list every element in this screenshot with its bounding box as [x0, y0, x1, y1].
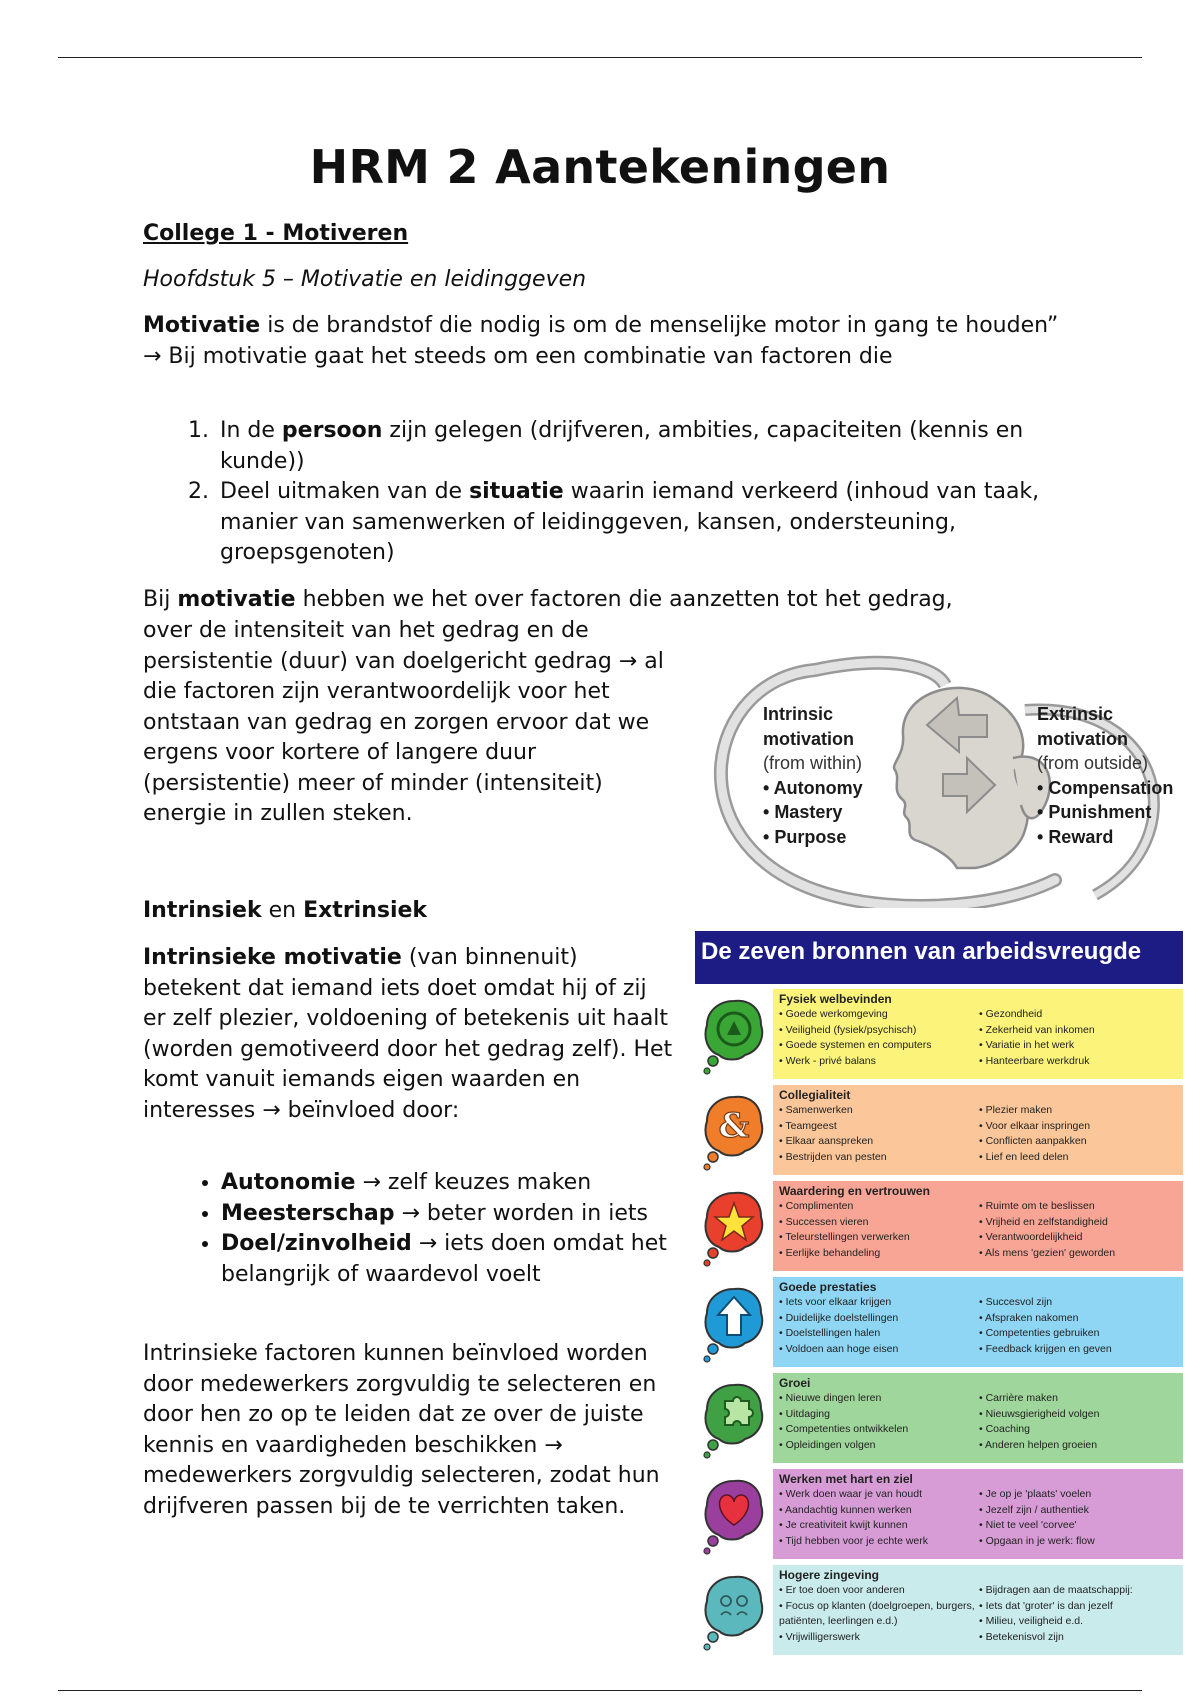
- source-item: • Veiligheid (fysiek/psychisch): [779, 1023, 979, 1039]
- source-items-left: [779, 1103, 979, 1165]
- source-item: • Voor elkaar inspringen: [979, 1119, 1179, 1135]
- source-row: [773, 1565, 1183, 1655]
- intrinsic-label: Intrinsic motivation (from within) • Autonomy • Mastery • Purpose: [763, 704, 863, 847]
- source-item: • Doelstellingen halen: [779, 1326, 979, 1342]
- paragraph-motivation-factors: over de intensiteit van het gedrag en de persistentie (duur) van doelgericht gedrag → al die factoren zijn verantwoordelijk voor het ontstaan van gedrag en zorgen ervoor dat we ergens voor kortere of langere duur (persistentie) meer of minder (intensiteit) energie in zullen steken.: [143, 618, 664, 826]
- source-item: • Vrijheid en zelfstandigheid: [979, 1215, 1179, 1231]
- source-item: • Carrière maken: [979, 1391, 1179, 1407]
- puzzle-icon: [695, 1373, 773, 1463]
- bottom-rule: [58, 1690, 1142, 1691]
- source-row: [773, 1277, 1183, 1367]
- source-item: • Verantwoordelijkheid: [979, 1230, 1179, 1246]
- college-heading: College 1 - Motiveren: [143, 221, 409, 246]
- section-heading-intrinsiek-extrinsiek: Intrinsiek en Extrinsiek: [143, 898, 428, 923]
- source-items-right: [979, 1391, 1179, 1453]
- source-item: • Je creativiteit kwijt kunnen: [779, 1518, 979, 1534]
- source-item: • Conflicten aanpakken: [979, 1134, 1179, 1150]
- source-row: [773, 1181, 1183, 1271]
- source-item: • Teleurstellingen verwerken: [779, 1230, 979, 1246]
- people-icon: [695, 1565, 773, 1655]
- source-item: • Anderen helpen groeien: [979, 1438, 1179, 1454]
- paragraph-motivation-factors-line1: Bij motivatie hebben we het over factoren die aanzetten tot het gedrag,: [143, 587, 953, 612]
- source-item: • Betekenisvol zijn: [979, 1630, 1179, 1646]
- paragraph-motivation-definition: Motivatie is de brandstof die nodig is om de menselijke motor in gang te houden” → Bij motivatie gaat het steeds om een combinatie van factoren die: [143, 313, 1059, 369]
- source-name: Waardering en vertrouwen: [779, 1184, 930, 1198]
- source-row: [773, 1469, 1183, 1559]
- source-item: • Competenties gebruiken: [979, 1326, 1179, 1342]
- source-items-left: [779, 1583, 979, 1645]
- source-item: • Elkaar aanspreken: [779, 1134, 979, 1150]
- source-item: • Nieuwsgierigheid volgen: [979, 1407, 1179, 1423]
- source-items-right: [979, 1103, 1179, 1165]
- source-item: • Jezelf zijn / authentiek: [979, 1503, 1179, 1519]
- source-item: • Afspraken nakomen: [979, 1311, 1179, 1327]
- source-item: • Er toe doen voor anderen: [779, 1583, 979, 1599]
- source-item: • Complimenten: [779, 1199, 979, 1215]
- list-item: • Doel/zinvolheid → iets doen omdat het belangrijk of waardevol voelt: [221, 1229, 761, 1290]
- source-items-right: [979, 1295, 1179, 1357]
- source-item: • Goede werkomgeving: [779, 1007, 979, 1023]
- page-title: HRM 2 Aantekeningen: [309, 140, 891, 194]
- list-item: • Autonomie → zelf keuzes maken: [221, 1168, 761, 1199]
- sources-of-work-joy-figure: [695, 931, 1183, 1656]
- source-items-right: [979, 1199, 1179, 1261]
- source-item: • Focus op klanten (doelgroepen, burgers, patiënten, leerlingen e.d.): [779, 1599, 979, 1630]
- source-row: [773, 1085, 1183, 1175]
- source-item: • Vrijwilligerswerk: [779, 1630, 979, 1646]
- chapter-subtitle: Hoofdstuk 5 – Motivatie en leidinggeven: [143, 267, 587, 292]
- source-item: • Opgaan in je werk: flow: [979, 1534, 1179, 1550]
- source-item: • Plezier maken: [979, 1103, 1179, 1119]
- sources-figure-title: De zeven bronnen van arbeidsvreugde: [695, 931, 1183, 984]
- source-item: • Voldoen aan hoge eisen: [779, 1342, 979, 1358]
- source-item: • Werk - privé balans: [779, 1054, 979, 1070]
- source-item: • Variatie in het werk: [979, 1038, 1179, 1054]
- source-row: [773, 1373, 1183, 1463]
- motivation-figure: [695, 640, 1185, 908]
- source-item: • Successen vieren: [779, 1215, 979, 1231]
- intrinsic-factor-list: [143, 1168, 761, 1290]
- source-item: • Feedback krijgen en geven: [979, 1342, 1179, 1358]
- source-name: Groei: [779, 1376, 811, 1390]
- source-item: • Hanteerbare werkdruk: [979, 1054, 1179, 1070]
- top-rule: [58, 57, 1142, 58]
- source-item: • Nieuwe dingen leren: [779, 1391, 979, 1407]
- source-item: • Iets voor elkaar krijgen: [779, 1295, 979, 1311]
- source-item: • Uitdaging: [779, 1407, 979, 1423]
- source-item: • Duidelijke doelstellingen: [779, 1311, 979, 1327]
- source-items-left: [779, 1487, 979, 1549]
- source-name: Fysiek welbevinden: [779, 992, 892, 1006]
- source-item: • Coaching: [979, 1422, 1179, 1438]
- source-items-left: [779, 1199, 979, 1261]
- source-items-right: [979, 1487, 1179, 1549]
- source-item: • Bijdragen aan de maatschappij:: [979, 1583, 1179, 1599]
- source-item: • Competenties ontwikkelen: [779, 1422, 979, 1438]
- list-item: 2. Deel uitmaken van de situatie waarin iemand verkeerd (inhoud van taak, manier van samenwerken of leidinggeven, kansen, ondersteuning, groepsgenoten): [216, 477, 1066, 569]
- source-name: Collegialiteit: [779, 1088, 851, 1102]
- source-item: • Je op je 'plaats' voelen: [979, 1487, 1179, 1503]
- recycle-icon: [695, 989, 773, 1079]
- source-item: • Zekerheid van inkomen: [979, 1023, 1179, 1039]
- source-name: Werken met hart en ziel: [779, 1472, 913, 1486]
- svg-text:&: &: [718, 1106, 750, 1146]
- source-item: • Tijd hebben voor je echte werk: [779, 1534, 979, 1550]
- paragraph-intrinsic-motivation: Intrinsieke motivatie (van binnenuit) betekent dat iemand iets doet omdat hij of zij er zelf plezier, voldoening of betekenis uit haalt (worden gemotiveerd door het gedrag zelf). Het komt vanuit iemands eigen waarden en interesses → beïnvloed door:: [143, 945, 673, 1123]
- source-item: • Goede systemen en computers: [779, 1038, 979, 1054]
- star-icon: [695, 1181, 773, 1271]
- source-item: • Iets dat 'groter' is dan jezelf: [979, 1599, 1179, 1615]
- source-item: • Bestrijden van pesten: [779, 1150, 979, 1166]
- source-row: [773, 989, 1183, 1079]
- source-item: • Aandachtig kunnen werken: [779, 1503, 979, 1519]
- source-item: • Samenwerken: [779, 1103, 979, 1119]
- source-item: • Als mens 'gezien' geworden: [979, 1246, 1179, 1262]
- source-items-right: [979, 1007, 1179, 1069]
- source-name: Goede prestaties: [779, 1280, 877, 1294]
- source-items-left: [779, 1007, 979, 1069]
- source-item: • Lief en leed delen: [979, 1150, 1179, 1166]
- arrow-up-icon: [695, 1277, 773, 1367]
- source-item: • Niet te veel 'corvee': [979, 1518, 1179, 1534]
- source-item: • Milieu, veiligheid e.d.: [979, 1614, 1179, 1630]
- ampersand-icon: [695, 1085, 773, 1175]
- source-item: • Werk doen waar je van houdt: [779, 1487, 979, 1503]
- list-item: • Meesterschap → beter worden in iets: [221, 1199, 761, 1230]
- source-items-left: [779, 1295, 979, 1357]
- list-item: 1. In de persoon zijn gelegen (drijfveren, ambities, capaciteiten (kennis en kunde)): [216, 416, 1066, 477]
- source-item: • Succesvol zijn: [979, 1295, 1179, 1311]
- heart-icon: [695, 1469, 773, 1559]
- source-item: • Opleidingen volgen: [779, 1438, 979, 1454]
- source-item: • Eerlijke behandeling: [779, 1246, 979, 1262]
- source-item: • Ruimte om te beslissen: [979, 1199, 1179, 1215]
- source-item: • Teamgeest: [779, 1119, 979, 1135]
- paragraph-intrinsic-factors: Intrinsieke factoren kunnen beïnvloed worden door medewerkers zorgvuldig te selecteren en door hen zo op te leiden dat ze over de juiste kennis en vaardigheden beschikken → medewerkers zorgvuldig selecteren, zodat hun drijfveren passen bij de te verrichten taken.: [143, 1341, 660, 1519]
- factor-list: [143, 416, 1066, 569]
- source-item: • Gezondheid: [979, 1007, 1179, 1023]
- source-name: Hogere zingeving: [779, 1568, 880, 1582]
- source-items-right: [979, 1583, 1179, 1645]
- extrinsic-label: Extrinsic motivation (from outside) • Compensation • Punishment • Reward: [1037, 704, 1174, 847]
- source-items-left: [779, 1391, 979, 1453]
